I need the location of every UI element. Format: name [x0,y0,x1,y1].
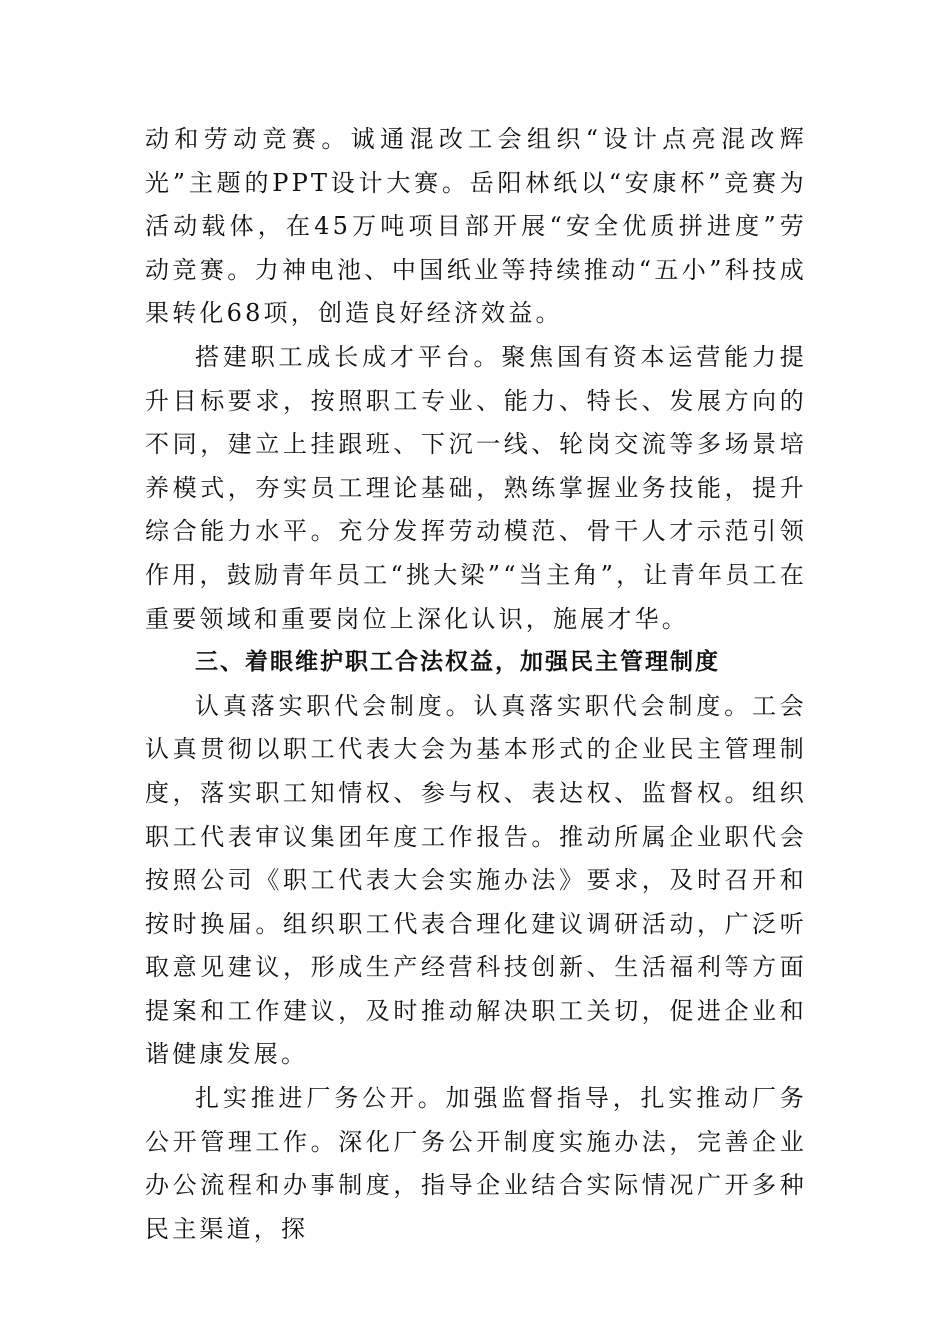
paragraph-labor-competition: 动和劳动竞赛。诚通混改工会组织“设计点亮混改辉光”主题的PPT设计大赛。岳阳林纸以“安康杯”竞赛为活动载体，在45万吨项目部开展“安全优质拼进度”劳动竞赛。力神电池、中国纸业等持续推动“五小”科技成果转化68项，创造良好经济效益。 [145,125,807,328]
paragraph-congress-system: 认真落实职代会制度。认真落实职代会制度。工会认真贯彻以职工代表大会为基本形式的企业民主管理制度，落实职工知情权、参与权、表达权、监督权。组织职工代表审议集团年度工作报告。推动所属企业职代会按照公司《职工代表大会实施办法》要求，及时召开和按时换届。组织职工代表合理化建议调研活动，广泛听取意见建议，形成生产经营科技创新、生活福利等方面提案和工作建议，及时推动解决职工关切，促进企业和谐健康发展。 [145,691,807,1069]
paragraph-growth-platform: 搭建职工成长成才平台。聚焦国有资本运营能力提升目标要求，按照职工专业、能力、特长、发展方向的不同，建立上挂跟班、下沉一线、轮岗交流等多场景培养模式，夯实员工理论基础，熟练掌握业务技能，提升综合能力水平。充分发挥劳动模范、骨干人才示范引领作用，鼓励青年员工“挑大梁”“当主角”，让青年员工在重要领域和重要岗位上深化认识，施展才华。 [145,342,807,633]
section-heading-three: 三、着眼维护职工合法权益，加强民主管理制度 [195,649,720,676]
paragraph-factory-affairs: 扎实推进厂务公开。加强监督指导，扎实推动厂务公开管理工作。深化厂务公开制度实施办法，完善企业办公流程和办事制度，指导企业结合实际情况广开多种民主渠道，探 [145,1084,807,1243]
document-body [145,118,807,1251]
